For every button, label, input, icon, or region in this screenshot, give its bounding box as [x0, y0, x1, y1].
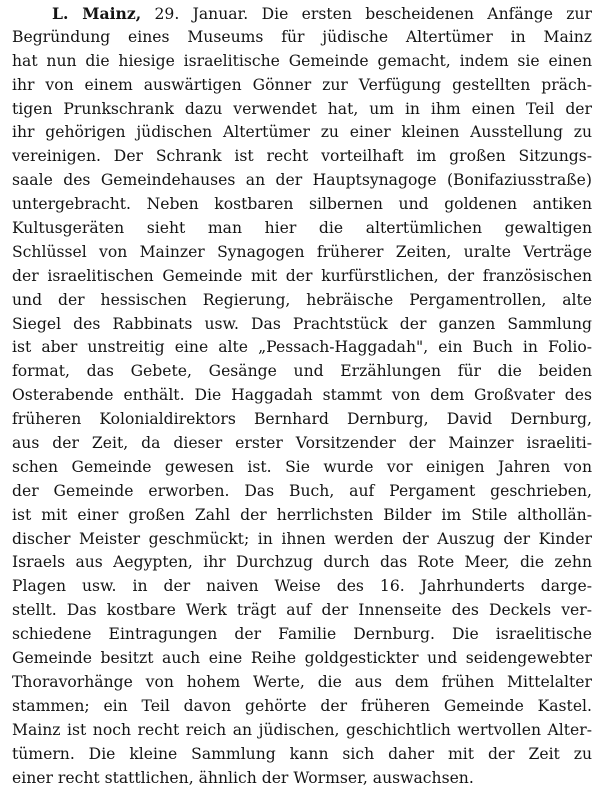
article-line: der israelitischen Gemeinde mit der kurfürstlichen, der französischen [12, 265, 592, 289]
article-line: discher Meister geschmückt; in ihnen werden der Auszug der Kinder [12, 528, 592, 552]
article-line: hat nun die hiesige israelitische Gemeinde gemacht, indem sie einen [12, 50, 592, 74]
article-line: untergebracht. Neben kostbaren silbernen und goldenen antiken [12, 193, 592, 217]
article-line: und der hessischen Regierung, hebräische Pergamentrollen, alte [12, 289, 592, 313]
article-line: ihr gehörigen jüdischen Altertümer zu einer kleinen Ausstellung zu [12, 121, 592, 145]
article-line: Thoravorhänge von hohem Werte, die aus dem frühen Mittelalter [12, 671, 592, 695]
article-line: schen Gemeinde gewesen ist. Sie wurde vor einigen Jahren von [12, 456, 592, 480]
article-line: Osterabende enthält. Die Haggadah stammt von dem Großvater des [12, 384, 592, 408]
article-line: Begründung eines Museums für jüdische Altertümer in Mainz [12, 26, 592, 50]
article-line: tümern. Die kleine Sammlung kann sich daher mit der Zeit zu [12, 743, 592, 767]
article-line: schiedene Eintragungen der Familie Dernburg. Die israelitische [12, 623, 592, 647]
article-line: saale des Gemeindehauses an der Hauptsynagoge (Bonifaziusstraße) [12, 169, 592, 193]
article-line: Israels aus Aegypten, ihr Durchzug durch das Rote Meer, die zehn [12, 551, 592, 575]
article-line: Kultusgeräten sieht man hier die altertümlichen gewaltigen [12, 217, 592, 241]
article-line: Schlüssel von Mainzer Synagogen früherer Zeiten, uralte Verträge [12, 241, 592, 265]
article-line: stammen; ein Teil davon gehörte der früheren Gemeinde Kastel. [12, 695, 592, 719]
article-line: der Gemeinde erworben. Das Buch, auf Pergament geschrieben, [12, 480, 592, 504]
article-line: vereinigen. Der Schrank ist recht vorteilhaft im großen Sitzungs- [12, 145, 592, 169]
article-line: einer recht stattlichen, ähnlich der Wormser, auswachsen. [12, 767, 592, 790]
article-line: ist aber unstreitig eine alte „Pessach-Haggadah", ein Buch in Folio- [12, 336, 592, 360]
article-line: früheren Kolonialdirektors Bernhard Dernburg, David Dernburg, [12, 408, 592, 432]
article-line: aus der Zeit, da dieser erster Vorsitzender der Mainzer israeliti- [12, 432, 592, 456]
article-line: ihr von einem auswärtigen Gönner zur Verfügung gestellten präch- [12, 74, 592, 98]
article-line: format, das Gebete, Gesänge und Erzählungen für die beiden [12, 360, 592, 384]
article-line-text: Die ersten bescheidenen Anfänge zur [248, 5, 592, 23]
news-article [12, 2, 592, 790]
article-line: stellt. Das kostbare Werk trägt auf der Innenseite des Deckels ver- [12, 599, 592, 623]
article-line: Plagen usw. in der naiven Weise des 16. Jahrhunderts darge- [12, 575, 592, 599]
article-line [12, 2, 592, 26]
article-line: Siegel des Rabbinats usw. Das Prachtstück der ganzen Sammlung [12, 313, 592, 337]
dateline-date: 29. Januar. [141, 5, 248, 23]
article-line: Gemeinde besitzt auch eine Reihe goldgestickter und seidengewebter [12, 647, 592, 671]
article-line: Mainz ist noch recht reich an jüdischen, geschichtlich wertvollen Alter- [12, 719, 592, 743]
article-line: tigen Prunkschrank dazu verwendet hat, um in ihm einen Teil der [12, 98, 592, 122]
article-line: ist mit einer großen Zahl der herrlichsten Bilder im Stile althollän- [12, 504, 592, 528]
dateline-place: L. Mainz, [52, 4, 141, 23]
